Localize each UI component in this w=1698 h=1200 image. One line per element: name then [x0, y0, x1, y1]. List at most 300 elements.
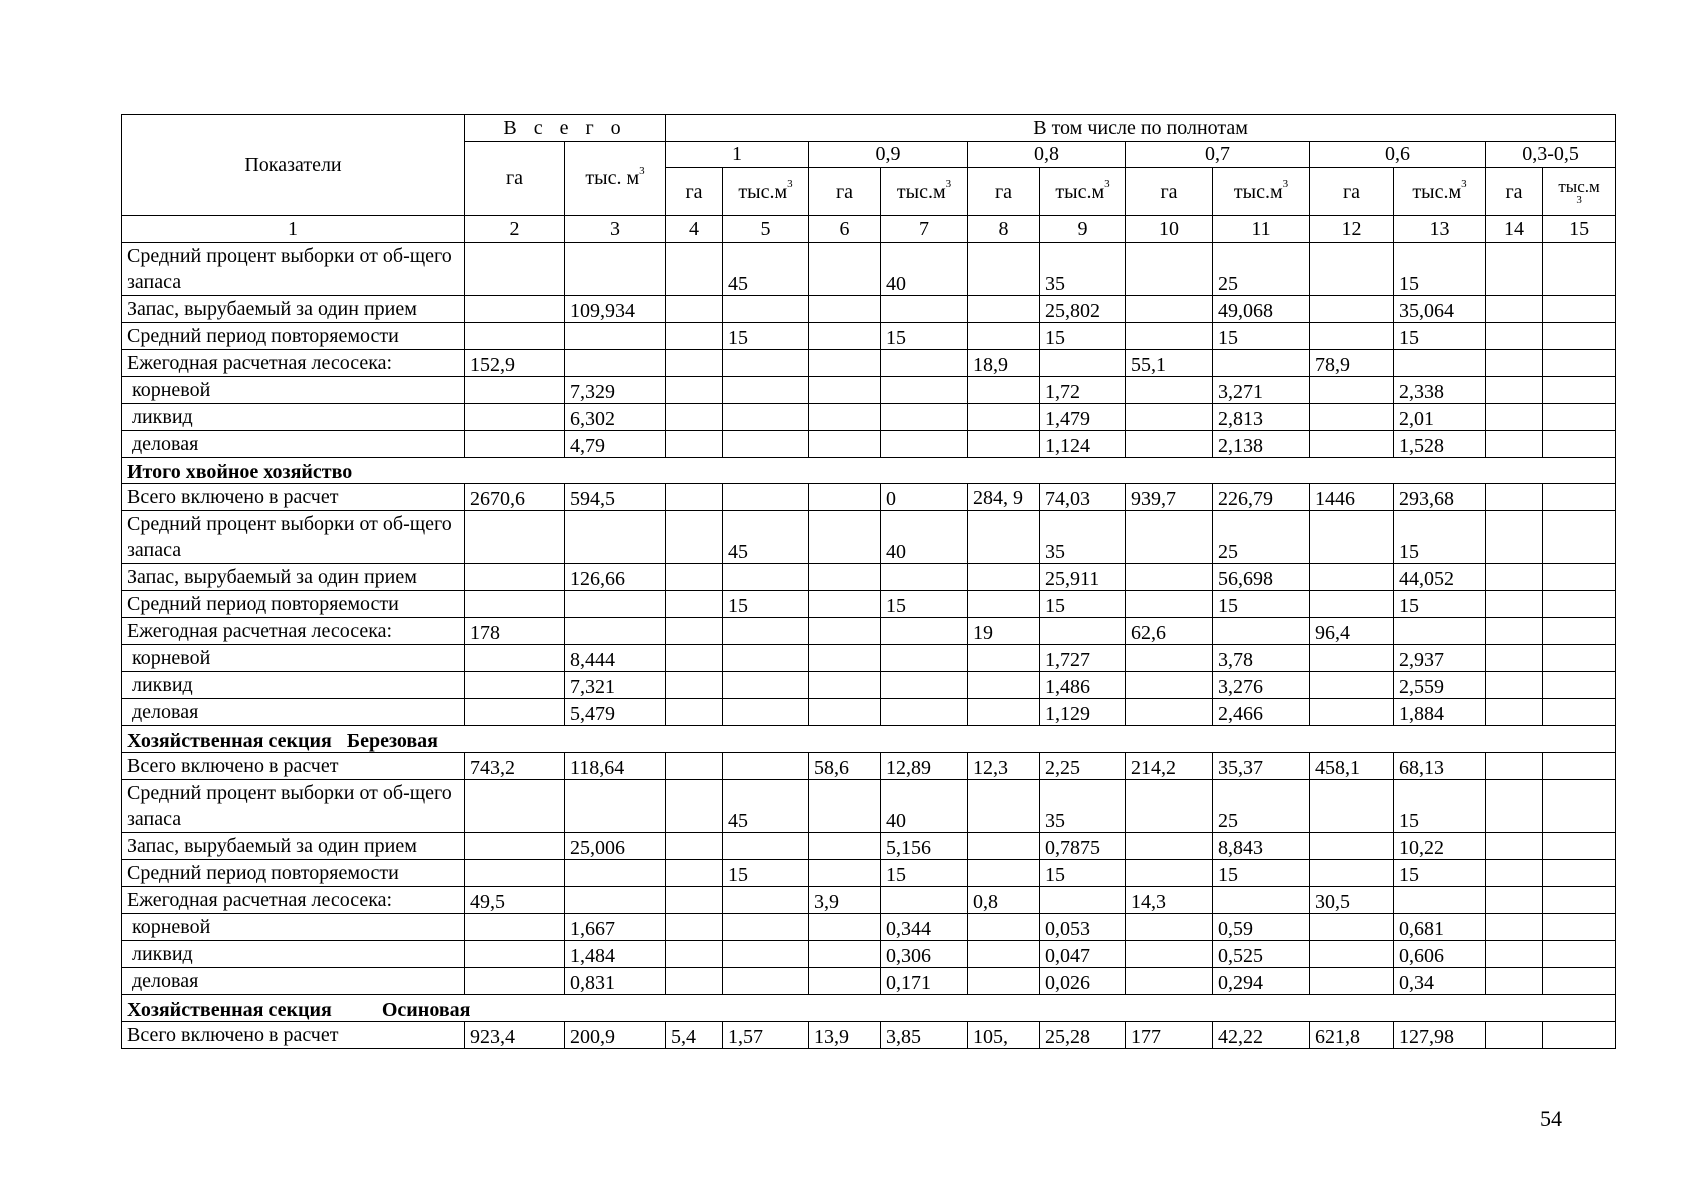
- table-cell: [968, 564, 1040, 591]
- table-cell: [666, 591, 723, 618]
- table-cell: 2,338: [1394, 376, 1486, 403]
- table-cell: [809, 242, 881, 295]
- table-cell: [1486, 645, 1543, 672]
- section-row: [122, 994, 1616, 1021]
- table-cell: [666, 779, 723, 832]
- table-cell: [1543, 618, 1616, 645]
- table-cell: 0,59: [1213, 913, 1310, 940]
- table-cell: 45: [723, 511, 809, 564]
- table-cell: [666, 645, 723, 672]
- table-cell: [666, 376, 723, 403]
- table-cell: 35: [1040, 242, 1126, 295]
- table-cell: [1126, 295, 1213, 322]
- table-cell: [1126, 699, 1213, 726]
- table-cell: [465, 779, 565, 832]
- table-row: [122, 832, 1616, 859]
- row-label: Запас, вырубаемый за один прием: [122, 832, 465, 859]
- table-cell: [1486, 859, 1543, 886]
- table-cell: 49,5: [465, 886, 565, 913]
- table-cell: [465, 832, 565, 859]
- column-number: 8: [968, 216, 1040, 243]
- table-cell: [1126, 242, 1213, 295]
- row-label: корневой: [122, 913, 465, 940]
- unit-ha: га: [809, 168, 881, 216]
- table-cell: [1310, 564, 1394, 591]
- table-cell: [1126, 859, 1213, 886]
- table-cell: [1486, 242, 1543, 295]
- density-header: 0,8: [968, 141, 1126, 168]
- table-cell: [465, 645, 565, 672]
- table-cell: 8,843: [1213, 832, 1310, 859]
- section-title: Хозяйственная секция Осиновая: [122, 994, 1616, 1021]
- table-cell: [1310, 645, 1394, 672]
- density-header: 0,9: [809, 141, 968, 168]
- table-cell: [1310, 967, 1394, 994]
- table-cell: [1126, 913, 1213, 940]
- page-number: 54: [1540, 1106, 1562, 1131]
- table-cell: [809, 511, 881, 564]
- table-cell: 15: [1394, 859, 1486, 886]
- table-cell: [666, 618, 723, 645]
- table-cell: [1486, 322, 1543, 349]
- table-cell: [666, 349, 723, 376]
- table-row: [122, 859, 1616, 886]
- column-number: 13: [1394, 216, 1486, 243]
- indicators-header: Показатели: [122, 115, 465, 216]
- table-cell: 30,5: [1310, 886, 1394, 913]
- table-cell: [1310, 859, 1394, 886]
- table-cell: 923,4: [465, 1021, 565, 1048]
- column-number: 4: [666, 216, 723, 243]
- table-cell: [1543, 967, 1616, 994]
- table-cell: 42,22: [1213, 1021, 1310, 1048]
- table-cell: [1543, 376, 1616, 403]
- table-cell: [968, 913, 1040, 940]
- section-title: Итого хвойное хозяйство: [122, 457, 1616, 484]
- table-cell: 2,813: [1213, 403, 1310, 430]
- table-cell: 18,9: [968, 349, 1040, 376]
- table-cell: [1213, 618, 1310, 645]
- row-label: деловая: [122, 967, 465, 994]
- table-cell: [1543, 511, 1616, 564]
- table-cell: 40: [881, 511, 968, 564]
- row-label: Средний процент выборки от об-щего запаса: [122, 242, 465, 295]
- table-cell: [1543, 672, 1616, 699]
- table-cell: [1310, 430, 1394, 457]
- table-cell: 0,8: [968, 886, 1040, 913]
- table-cell: 25,28: [1040, 1021, 1126, 1048]
- unit-volume: $тыс.м^3$: [1213, 168, 1310, 216]
- table-cell: [1543, 564, 1616, 591]
- table-cell: [1486, 886, 1543, 913]
- table-cell: [723, 618, 809, 645]
- table-cell: [881, 618, 968, 645]
- table-cell: [666, 752, 723, 779]
- row-label: Запас, вырубаемый за один прием: [122, 295, 465, 322]
- by-density-header: В том числе по полнотам: [666, 115, 1616, 142]
- table-cell: 458,1: [1310, 752, 1394, 779]
- table-cell: 0,171: [881, 967, 968, 994]
- table-cell: 0,681: [1394, 913, 1486, 940]
- table-cell: [1486, 672, 1543, 699]
- table-cell: [1126, 832, 1213, 859]
- table-cell: 35: [1040, 511, 1126, 564]
- table-cell: 939,7: [1126, 484, 1213, 511]
- column-number: 10: [1126, 216, 1213, 243]
- table-row: [122, 940, 1616, 967]
- table-cell: [666, 859, 723, 886]
- table-cell: [1486, 832, 1543, 859]
- table-cell: [968, 967, 1040, 994]
- table-cell: 2,25: [1040, 752, 1126, 779]
- table-cell: [968, 376, 1040, 403]
- table-cell: [1126, 779, 1213, 832]
- table-cell: 1,486: [1040, 672, 1126, 699]
- unit-ha: га: [1310, 168, 1394, 216]
- table-cell: [809, 645, 881, 672]
- table-cell: [565, 511, 666, 564]
- table-cell: [565, 618, 666, 645]
- row-label: Ежегодная расчетная лесосека:: [122, 618, 465, 645]
- table-cell: 0,306: [881, 940, 968, 967]
- table-cell: [723, 295, 809, 322]
- table-cell: 1,72: [1040, 376, 1126, 403]
- table-cell: 6,302: [565, 403, 666, 430]
- unit-volume: $тыс.м^3$: [1040, 168, 1126, 216]
- table-cell: [666, 940, 723, 967]
- table-cell: [1543, 752, 1616, 779]
- table-cell: 56,698: [1213, 564, 1310, 591]
- total-ha-header: га: [465, 141, 565, 216]
- table-cell: [1486, 430, 1543, 457]
- table-cell: 15: [1394, 242, 1486, 295]
- table-cell: [1310, 591, 1394, 618]
- table-cell: [723, 913, 809, 940]
- table-cell: [1126, 591, 1213, 618]
- table-cell: [1310, 242, 1394, 295]
- table-cell: 15: [1040, 322, 1126, 349]
- table-cell: 0,34: [1394, 967, 1486, 994]
- table-cell: [1310, 376, 1394, 403]
- density-header: 0,3-0,5: [1486, 141, 1616, 168]
- row-label: Ежегодная расчетная лесосека:: [122, 886, 465, 913]
- table-cell: [1126, 645, 1213, 672]
- density-header: 0,7: [1126, 141, 1310, 168]
- section-title: Хозяйственная секция Березовая: [122, 726, 1616, 753]
- section-row: [122, 457, 1616, 484]
- table-cell: 594,5: [565, 484, 666, 511]
- table-cell: [1543, 832, 1616, 859]
- table-cell: 62,6: [1126, 618, 1213, 645]
- table-cell: [1310, 322, 1394, 349]
- table-cell: 35,37: [1213, 752, 1310, 779]
- table-cell: [1543, 645, 1616, 672]
- table-cell: [1543, 242, 1616, 295]
- table-cell: [465, 322, 565, 349]
- table-cell: [1486, 779, 1543, 832]
- table-cell: [1543, 322, 1616, 349]
- table-cell: 1,884: [1394, 699, 1486, 726]
- table-cell: 0,344: [881, 913, 968, 940]
- table-cell: [723, 645, 809, 672]
- table-row: [122, 672, 1616, 699]
- table-cell: 40: [881, 779, 968, 832]
- table-cell: [465, 511, 565, 564]
- table-cell: [881, 645, 968, 672]
- table-row: [122, 403, 1616, 430]
- table-row: [122, 322, 1616, 349]
- table-cell: [723, 699, 809, 726]
- table-cell: [1486, 940, 1543, 967]
- table-cell: 0,831: [565, 967, 666, 994]
- table-row: [122, 376, 1616, 403]
- table-cell: 621,8: [1310, 1021, 1394, 1048]
- table-cell: 2670,6: [465, 484, 565, 511]
- column-number: 1: [122, 216, 465, 243]
- table-cell: [666, 511, 723, 564]
- table-cell: [723, 564, 809, 591]
- table-cell: [465, 672, 565, 699]
- table-cell: 35: [1040, 779, 1126, 832]
- table-cell: 15: [1213, 591, 1310, 618]
- table-row: [122, 1021, 1616, 1048]
- table-cell: 5,479: [565, 699, 666, 726]
- table-cell: 3,271: [1213, 376, 1310, 403]
- column-number: 9: [1040, 216, 1126, 243]
- table-cell: 1,124: [1040, 430, 1126, 457]
- table-cell: [1486, 752, 1543, 779]
- table-cell: [666, 672, 723, 699]
- table-cell: [465, 699, 565, 726]
- table-cell: [1543, 349, 1616, 376]
- table-cell: 8,444: [565, 645, 666, 672]
- table-cell: 45: [723, 779, 809, 832]
- table-cell: [1486, 618, 1543, 645]
- row-label: Средний процент выборки от об-щего запаса: [122, 511, 465, 564]
- table-cell: [1543, 859, 1616, 886]
- table-cell: [809, 376, 881, 403]
- table-cell: [723, 672, 809, 699]
- table-cell: [1394, 349, 1486, 376]
- row-label: Средний период повторяемости: [122, 322, 465, 349]
- table-cell: 0,026: [1040, 967, 1126, 994]
- table-cell: [723, 940, 809, 967]
- table-cell: [809, 913, 881, 940]
- unit-ha: га: [666, 168, 723, 216]
- table-cell: 44,052: [1394, 564, 1486, 591]
- table-cell: [881, 376, 968, 403]
- table-cell: [809, 779, 881, 832]
- density-header: 1: [666, 141, 809, 168]
- table-cell: [723, 832, 809, 859]
- table-cell: [809, 484, 881, 511]
- table-cell: 200,9: [565, 1021, 666, 1048]
- table-cell: [465, 591, 565, 618]
- table-cell: [465, 967, 565, 994]
- table-row: [122, 779, 1616, 832]
- table-cell: 58,6: [809, 752, 881, 779]
- table-cell: [666, 242, 723, 295]
- table-cell: [465, 913, 565, 940]
- table-cell: [1310, 940, 1394, 967]
- table-row: [122, 752, 1616, 779]
- table-cell: [881, 403, 968, 430]
- table-cell: 7,321: [565, 672, 666, 699]
- table-cell: [565, 859, 666, 886]
- table-cell: [1394, 886, 1486, 913]
- table-cell: [809, 940, 881, 967]
- table-cell: 1446: [1310, 484, 1394, 511]
- table-row: [122, 564, 1616, 591]
- row-label: корневой: [122, 376, 465, 403]
- row-label: деловая: [122, 699, 465, 726]
- table-cell: [1040, 886, 1126, 913]
- table-cell: [881, 886, 968, 913]
- table-cell: [465, 564, 565, 591]
- table-cell: [1040, 349, 1126, 376]
- table-cell: [723, 484, 809, 511]
- section-row: [122, 726, 1616, 753]
- table-cell: 1,129: [1040, 699, 1126, 726]
- table-cell: [723, 376, 809, 403]
- table-cell: [723, 349, 809, 376]
- row-label: Средний период повторяемости: [122, 859, 465, 886]
- table-cell: 15: [723, 859, 809, 886]
- table-cell: [565, 322, 666, 349]
- table-cell: [1543, 1021, 1616, 1048]
- table-cell: 152,9: [465, 349, 565, 376]
- table-cell: 7,329: [565, 376, 666, 403]
- table-cell: 15: [881, 591, 968, 618]
- table-cell: [723, 752, 809, 779]
- table-cell: 15: [1394, 591, 1486, 618]
- table-cell: [565, 349, 666, 376]
- table-cell: [1543, 913, 1616, 940]
- table-cell: 118,64: [565, 752, 666, 779]
- column-number: 12: [1310, 216, 1394, 243]
- row-label: ликвид: [122, 940, 465, 967]
- table-cell: 2,559: [1394, 672, 1486, 699]
- table-cell: [1486, 913, 1543, 940]
- table-cell: 1,484: [565, 940, 666, 967]
- row-label: Средний период повторяемости: [122, 591, 465, 618]
- table-cell: 0,047: [1040, 940, 1126, 967]
- table-cell: [1126, 511, 1213, 564]
- table-cell: 15: [723, 591, 809, 618]
- table-cell: [666, 430, 723, 457]
- table-cell: 293,68: [1394, 484, 1486, 511]
- table-cell: 214,2: [1126, 752, 1213, 779]
- table-cell: [465, 859, 565, 886]
- table-row: [122, 618, 1616, 645]
- table-cell: 35,064: [1394, 295, 1486, 322]
- table-cell: 15: [1394, 511, 1486, 564]
- table-cell: 0,606: [1394, 940, 1486, 967]
- table-cell: 25,802: [1040, 295, 1126, 322]
- table-cell: [1486, 564, 1543, 591]
- table-cell: [809, 699, 881, 726]
- table-cell: 49,068: [1213, 295, 1310, 322]
- table-cell: [809, 672, 881, 699]
- table-cell: [723, 430, 809, 457]
- total-volume-header: тыс. $м^3$: [565, 141, 666, 216]
- table-cell: [809, 322, 881, 349]
- column-number: 3: [565, 216, 666, 243]
- table-cell: [968, 779, 1040, 832]
- table-cell: 1,667: [565, 913, 666, 940]
- table-cell: 1,727: [1040, 645, 1126, 672]
- table-cell: 15: [723, 322, 809, 349]
- row-label: Средний процент выборки от об-щего запаса: [122, 779, 465, 832]
- table-row: [122, 913, 1616, 940]
- table-cell: [1126, 940, 1213, 967]
- table-cell: [1543, 779, 1616, 832]
- table-cell: [1394, 618, 1486, 645]
- column-number: 7: [881, 216, 968, 243]
- total-header: В с е г о: [465, 115, 666, 142]
- row-label: Ежегодная расчетная лесосека:: [122, 349, 465, 376]
- table-cell: 743,2: [465, 752, 565, 779]
- table-cell: [1486, 1021, 1543, 1048]
- table-row: [122, 242, 1616, 295]
- table-cell: [968, 859, 1040, 886]
- table-cell: 96,4: [1310, 618, 1394, 645]
- table-cell: [881, 699, 968, 726]
- table-row: [122, 295, 1616, 322]
- table-cell: 0,294: [1213, 967, 1310, 994]
- table-cell: [1486, 699, 1543, 726]
- table-cell: [1543, 940, 1616, 967]
- table-cell: [968, 511, 1040, 564]
- table-cell: [1486, 967, 1543, 994]
- table-cell: [1543, 403, 1616, 430]
- row-label: корневой: [122, 645, 465, 672]
- table-cell: [1310, 913, 1394, 940]
- table-cell: [723, 403, 809, 430]
- table-cell: [881, 564, 968, 591]
- column-number-row: [122, 216, 1616, 243]
- table-cell: 15: [1394, 322, 1486, 349]
- table-cell: 25: [1213, 779, 1310, 832]
- table-cell: [1126, 564, 1213, 591]
- table-cell: [809, 832, 881, 859]
- table-row: [122, 699, 1616, 726]
- unit-volume: $тыс.м^3$: [881, 168, 968, 216]
- table-row: [122, 511, 1616, 564]
- table-row: [122, 349, 1616, 376]
- table-cell: [666, 484, 723, 511]
- table-cell: 3,85: [881, 1021, 968, 1048]
- table-cell: [1486, 349, 1543, 376]
- table-cell: [881, 295, 968, 322]
- table-cell: [1543, 430, 1616, 457]
- table-cell: 25,006: [565, 832, 666, 859]
- table-cell: 5,156: [881, 832, 968, 859]
- table-cell: 40: [881, 242, 968, 295]
- table-cell: 1,57: [723, 1021, 809, 1048]
- table-cell: [1126, 322, 1213, 349]
- unit-volume: $тыс.м^3$: [723, 168, 809, 216]
- table-row: [122, 591, 1616, 618]
- table-cell: [809, 295, 881, 322]
- table-cell: [809, 430, 881, 457]
- row-label: Всего включено в расчет: [122, 484, 465, 511]
- table-cell: 126,66: [565, 564, 666, 591]
- table-row: [122, 484, 1616, 511]
- table-cell: [1126, 430, 1213, 457]
- table-cell: [1310, 295, 1394, 322]
- table-cell: [666, 403, 723, 430]
